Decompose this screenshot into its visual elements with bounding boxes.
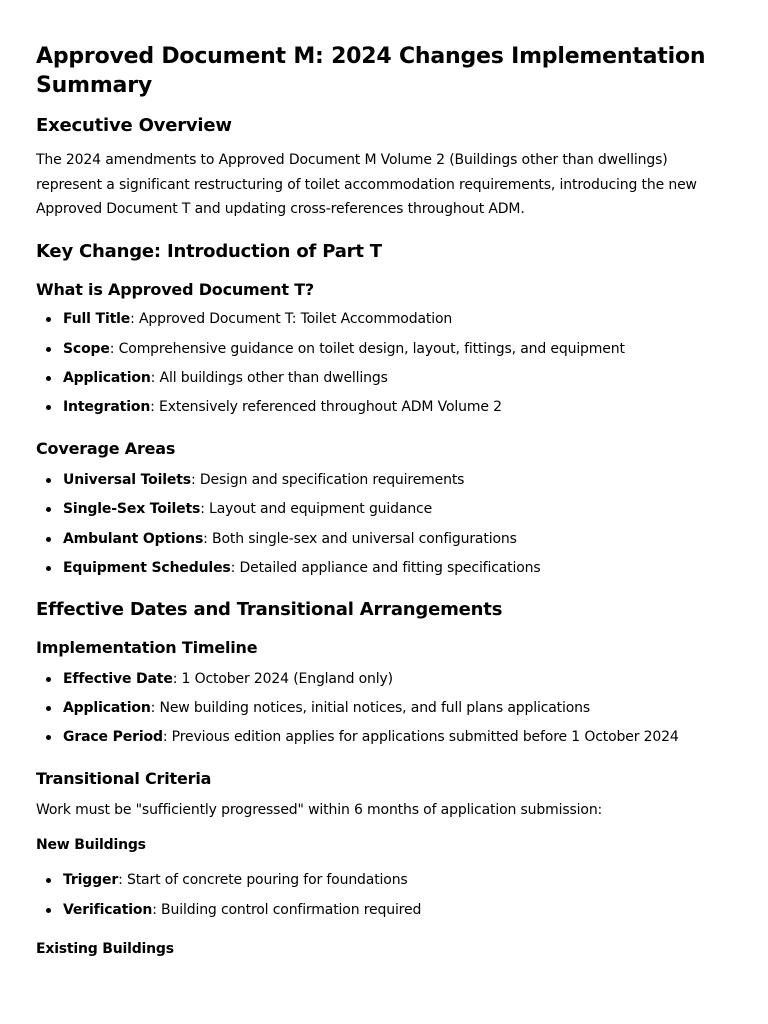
executive-overview-paragraph: The 2024 amendments to Approved Document M Volume 2 (Buildings other than dwellings) represent a significant restructuring of toilet accommodation requirements, introducing the new Approved Document T and updating cross-references throughout ADM. [36, 152, 697, 217]
list-item [36, 698, 732, 718]
list-item-term: Scope [63, 340, 110, 357]
list-item [36, 499, 732, 519]
list-item [36, 339, 732, 359]
list-item-text: : Layout and equipment guidance [200, 500, 433, 517]
list-item-term: Verification [63, 902, 153, 918]
new-buildings-heading: New Buildings [36, 837, 146, 853]
list-item-term: Single-Sex Toilets [63, 500, 201, 517]
list-item-text: : Building control confirmation required [152, 902, 422, 918]
part-t-heading: Key Change: Introduction of Part T [36, 240, 382, 262]
timeline-heading: Implementation Timeline [36, 637, 258, 657]
transitional-heading: Transitional Criteria [36, 768, 212, 788]
list-item-text: : Both single-sex and universal configurations [203, 530, 517, 547]
existing-buildings-heading: Existing Buildings [36, 941, 174, 957]
list-item [36, 309, 732, 329]
list-item-term: Application [63, 369, 151, 386]
what-is-heading: What is Approved Document T? [36, 279, 314, 299]
executive-overview-heading: Executive Overview [36, 115, 232, 136]
list-item-text: : New building notices, initial notices, and full plans applications [150, 699, 591, 716]
timeline-list [36, 669, 732, 747]
list-item-text: : Detailed appliance and fitting specifications [230, 559, 541, 576]
list-item-text: : Approved Document T: Toilet Accommodation [130, 310, 453, 327]
list-item-term: Trigger [63, 872, 119, 888]
list-item [36, 558, 732, 578]
list-item-term: Equipment Schedules [63, 559, 231, 576]
coverage-heading: Coverage Areas [36, 438, 176, 458]
list-item-text: : Extensively referenced throughout ADM Volume 2 [150, 398, 502, 415]
page-title: Approved Document M: 2024 Changes Implementation Summary [36, 44, 706, 98]
list-item [36, 870, 732, 890]
list-item-term: Universal Toilets [63, 471, 191, 488]
list-item-text: : Comprehensive guidance on toilet design, layout, fittings, and equipment [109, 340, 625, 357]
list-item [36, 368, 732, 388]
list-item-text: : All buildings other than dwellings [150, 369, 388, 386]
coverage-list [36, 470, 732, 578]
list-item [36, 397, 732, 417]
list-item [36, 470, 732, 490]
list-item-term: Integration [63, 398, 151, 415]
list-item-term: Ambulant Options [63, 530, 204, 547]
list-item-text: : Design and specification requirements [191, 471, 465, 488]
list-item [36, 900, 732, 920]
new-buildings-list [36, 870, 732, 920]
list-item-text: : Previous edition applies for applications submitted before 1 October 2024 [162, 728, 679, 745]
what-is-list [36, 309, 732, 417]
list-item-term: Full Title [63, 310, 131, 327]
list-item-term: Effective Date [63, 670, 173, 687]
list-item-term: Application [63, 699, 151, 716]
list-item-text: : Start of concrete pouring for foundations [118, 872, 408, 888]
list-item [36, 669, 732, 689]
list-item [36, 727, 732, 747]
list-item-text: : 1 October 2024 (England only) [172, 670, 393, 687]
list-item-term: Grace Period [63, 728, 163, 745]
effective-dates-heading: Effective Dates and Transitional Arrangements [36, 598, 503, 620]
transitional-paragraph: Work must be "sufficiently progressed" within 6 months of application submission: [36, 801, 603, 818]
list-item [36, 529, 732, 549]
